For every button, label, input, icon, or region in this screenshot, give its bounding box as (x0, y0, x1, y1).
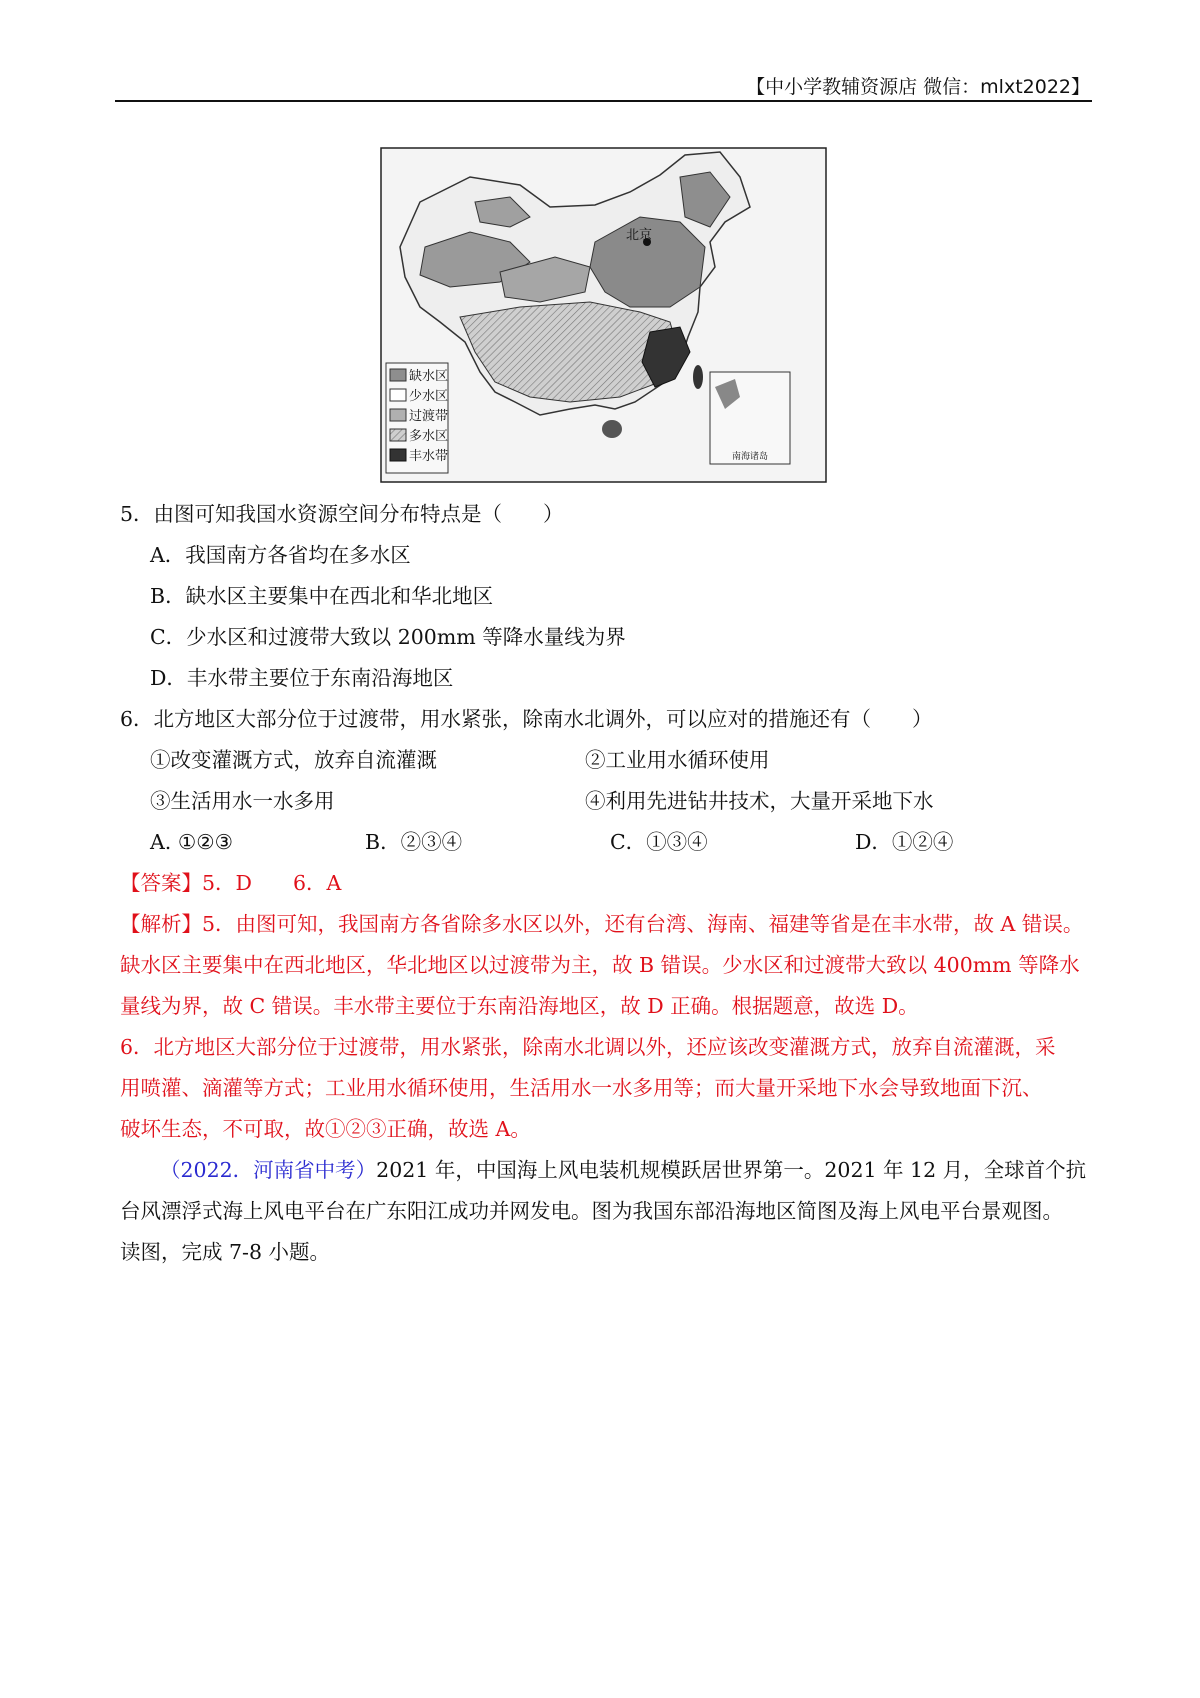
legend-swatch-scarce (390, 369, 406, 381)
legend-swatch-wet (390, 429, 406, 441)
next-passage-line-3: 读图，完成 7-8 小题。 (120, 1240, 331, 1264)
next-passage-line-1 (160, 1156, 1086, 1184)
analysis-line-6: 破坏生态，不可取，故①②③正确，故选 A。 (120, 1117, 531, 1141)
q5-option-d: D．丰水带主要位于东南沿海地区 (150, 666, 454, 690)
next-passage-line-2: 台风漂浮式海上风电平台在广东阳江成功并网发电。图为我国东部沿海地区简图及海上风电平台景观图。 (120, 1199, 1063, 1223)
legend-label-transition: 过渡带 (409, 409, 449, 424)
q6-item-3: ③生活用水一水多用 (150, 789, 335, 813)
q6-item-1: ①改变灌溉方式，放弃自流灌溉 (150, 748, 437, 772)
page-header: 【中小学教辅资源店 微信：mlxt2022】 (746, 76, 1090, 98)
q6-option-a: A. ①②③ (150, 830, 233, 854)
q6-stem: 6．北方地区大部分位于过渡带，用水紧张，除南水北调外，可以应对的措施还有（ ） (120, 707, 933, 731)
analysis-line-2: 缺水区主要集中在西北地区，华北地区以过渡带为主，故 B 错误。少水区和过渡带大致以 400mm 等降水 (120, 953, 1080, 977)
answer-line: 【答案】5．D 6．A (120, 871, 342, 895)
analysis-line-5: 用喷灌、滴灌等方式；工业用水循环使用，生活用水一水多用等；而大量开采地下水会导致地面下沉、 (120, 1076, 1043, 1100)
inset-label: 南海诸岛 (732, 452, 769, 462)
legend-swatch-little (390, 389, 406, 401)
q5-option-b: B．缺水区主要集中在西北和华北地区 (150, 584, 494, 608)
hainan-island (602, 420, 622, 438)
taiwan-island (693, 365, 703, 389)
header-divider (115, 100, 1092, 102)
water-resource-map (380, 147, 827, 483)
analysis-line-4: 6．北方地区大部分位于过渡带，用水紧张，除南水北调以外，还应该改变灌溉方式，放弃自流灌溉，采 (120, 1035, 1056, 1059)
analysis-line-3: 量线为界，故 C 错误。丰水带主要位于东南沿海地区，故 D 正确。根据题意，故选 D。 (120, 994, 919, 1018)
map-legend (386, 363, 448, 473)
beijing-label: 北京 (626, 228, 653, 243)
legend-swatch-transition (390, 409, 406, 421)
next-passage-line-1-text: 2021 年，中国海上风电装机规模跃居世界第一。2021 年 12 月，全球首个抗 (376, 1158, 1087, 1182)
legend-label-wet: 多水区 (409, 429, 449, 444)
legend-label-scarce: 缺水区 (409, 369, 449, 384)
q6-option-b: B．②③④ (365, 830, 463, 854)
q6-item-2: ②工业用水循环使用 (585, 748, 770, 772)
q6-option-c: C．①③④ (610, 830, 708, 854)
q5-option-a: A．我国南方各省均在多水区 (150, 543, 411, 567)
analysis-line-1: 【解析】5．由图可知，我国南方各省除多水区以外，还有台湾、海南、福建等省是在丰水带，故 A 错误。 (120, 912, 1084, 936)
legend-label-little: 少水区 (409, 389, 449, 404)
q5-option-c: C．少水区和过渡带大致以 200mm 等降水量线为界 (150, 625, 626, 649)
legend-swatch-abundant (390, 449, 406, 461)
legend-label-abundant: 丰水带 (409, 449, 449, 464)
q6-option-d: D．①②④ (855, 830, 954, 854)
source-tag: （2022．河南省中考） (160, 1158, 377, 1182)
q5-stem: 5．由图可知我国水资源空间分布特点是（ ） (120, 502, 564, 526)
q6-item-4: ④利用先进钻井技术，大量开采地下水 (585, 789, 934, 813)
